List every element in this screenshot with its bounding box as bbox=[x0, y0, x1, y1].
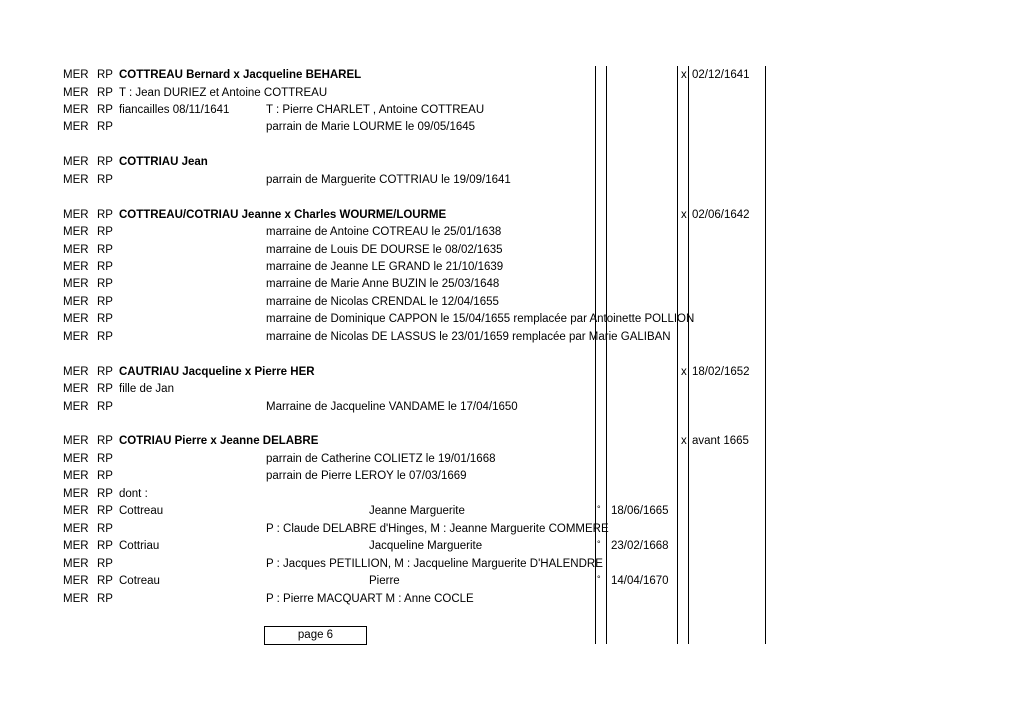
record-prefix-mer: MER bbox=[63, 260, 89, 273]
table-row bbox=[0, 101, 1024, 119]
record-prefix-mer: MER bbox=[63, 156, 89, 169]
table-row bbox=[0, 258, 1024, 276]
marriage-date: 02/06/1642 bbox=[692, 208, 750, 221]
record-detail: marraine de Nicolas CRENDAL le 12/04/1655 bbox=[266, 295, 499, 308]
record-detail: parrain de Pierre LEROY le 07/03/1669 bbox=[266, 470, 467, 483]
record-prefix-mer: MER bbox=[63, 383, 89, 396]
record-prefix-rp: RP bbox=[97, 383, 113, 396]
record-note: Cotreau bbox=[119, 575, 160, 587]
blank-row bbox=[0, 345, 1024, 363]
record-prefix-rp: RP bbox=[97, 505, 113, 518]
record-note: fiancailles 08/11/1641 bbox=[119, 103, 230, 116]
birth-date: 23/02/1668 bbox=[611, 540, 669, 553]
record-prefix-mer: MER bbox=[63, 278, 89, 291]
record-prefix-rp: RP bbox=[97, 452, 113, 465]
table-row bbox=[0, 450, 1024, 468]
birth-mark: ° bbox=[597, 539, 601, 550]
record-detail: marraine de Marie Anne BUZIN le 25/03/1648 bbox=[266, 278, 500, 291]
table-row bbox=[0, 118, 1024, 136]
child-name: Jacqueline Marguerite bbox=[369, 540, 483, 553]
record-prefix-rp: RP bbox=[97, 540, 113, 553]
record-prefix-rp: RP bbox=[97, 103, 113, 116]
person-heading: CAUTRIAU Jacqueline x Pierre HER bbox=[119, 365, 315, 378]
table-row bbox=[0, 310, 1024, 328]
record-prefix-rp: RP bbox=[97, 208, 113, 221]
record-prefix-rp: RP bbox=[97, 121, 113, 134]
record-prefix-rp: RP bbox=[97, 487, 113, 500]
table-row bbox=[0, 398, 1024, 416]
record-note: Cottreau bbox=[119, 505, 164, 518]
record-prefix-mer: MER bbox=[63, 557, 89, 570]
record-prefix-mer: MER bbox=[63, 173, 89, 186]
record-detail: marraine de Louis DE DOURSE le 08/02/1635 bbox=[266, 243, 503, 256]
record-prefix-mer: MER bbox=[63, 400, 89, 413]
table-row bbox=[0, 275, 1024, 293]
record-prefix-rp: RP bbox=[97, 557, 113, 570]
record-prefix-mer: MER bbox=[63, 295, 89, 308]
person-heading: COTTREAU Bernard x Jacqueline BEHAREL bbox=[119, 69, 362, 81]
record-prefix-rp: RP bbox=[97, 278, 113, 291]
table-row bbox=[0, 328, 1024, 346]
record-prefix-mer: MER bbox=[63, 435, 89, 448]
record-prefix-rp: RP bbox=[97, 226, 113, 238]
table-row bbox=[0, 502, 1024, 520]
birth-mark: ° bbox=[597, 574, 601, 584]
record-detail: parrain de Marguerite COTTRIAU le 19/09/1641 bbox=[266, 173, 511, 186]
record-prefix-rp: RP bbox=[97, 156, 113, 169]
record-detail: marraine de Dominique CAPPON le 15/04/1655 remplacée par Antoinette POLLION bbox=[266, 313, 695, 326]
record-prefix-rp: RP bbox=[97, 86, 113, 99]
marriage-date: 18/02/1652 bbox=[692, 365, 750, 378]
record-prefix-rp: RP bbox=[97, 400, 113, 413]
record-prefix-mer: MER bbox=[63, 243, 89, 256]
record-prefix-rp: RP bbox=[97, 470, 113, 483]
table-row bbox=[0, 363, 1024, 381]
record-note: fille de Jan bbox=[119, 383, 174, 396]
record-prefix-mer: MER bbox=[63, 487, 89, 500]
record-prefix-rp: RP bbox=[97, 313, 113, 326]
table-row bbox=[0, 206, 1024, 224]
record-prefix-rp: RP bbox=[97, 295, 113, 308]
record-note: T : Jean DURIEZ et Antoine COTTREAU bbox=[119, 86, 328, 99]
table-row bbox=[0, 171, 1024, 189]
marriage-mark: x bbox=[681, 365, 687, 378]
table-row bbox=[0, 380, 1024, 398]
record-detail: P : Pierre MACQUART M : Anne COCLE bbox=[266, 592, 474, 605]
record-prefix-mer: MER bbox=[63, 313, 89, 326]
person-heading: COTTREAU/COTRIAU Jeanne x Charles WOURME/LOURME bbox=[119, 208, 447, 221]
record-prefix-rp: RP bbox=[97, 522, 113, 535]
record-detail: parrain de Marie LOURME le 09/05/1645 bbox=[266, 121, 476, 134]
record-prefix-rp: RP bbox=[97, 173, 113, 186]
record-prefix-rp: RP bbox=[97, 575, 113, 587]
record-prefix-rp: RP bbox=[97, 435, 113, 448]
table-row bbox=[0, 84, 1024, 102]
record-prefix-mer: MER bbox=[63, 103, 89, 116]
record-detail: marraine de Antoine COTREAU le 25/01/1638 bbox=[266, 226, 502, 238]
blank-row bbox=[0, 188, 1024, 206]
record-note: Cottriau bbox=[119, 540, 160, 553]
page-number-box: page 6 bbox=[264, 626, 367, 645]
marriage-mark: x bbox=[681, 208, 687, 221]
record-prefix-mer: MER bbox=[63, 452, 89, 465]
record-detail: marraine de Nicolas DE LASSUS le 23/01/1659 remplacée par Marie GALIBAN bbox=[266, 330, 671, 343]
record-prefix-mer: MER bbox=[63, 69, 89, 81]
record-prefix-mer: MER bbox=[63, 208, 89, 221]
record-prefix-mer: MER bbox=[63, 522, 89, 535]
blank-row bbox=[0, 136, 1024, 154]
table-row bbox=[0, 572, 1024, 590]
record-prefix-mer: MER bbox=[63, 226, 89, 238]
table-row bbox=[0, 153, 1024, 171]
record-prefix-mer: MER bbox=[63, 121, 89, 134]
record-detail: marraine de Jeanne LE GRAND le 21/10/1639 bbox=[266, 260, 504, 273]
record-prefix-rp: RP bbox=[97, 260, 113, 273]
child-name: Jeanne Marguerite bbox=[369, 505, 465, 518]
record-prefix-rp: RP bbox=[97, 592, 113, 605]
record-prefix-mer: MER bbox=[63, 470, 89, 483]
table-row bbox=[0, 537, 1024, 555]
table-row bbox=[0, 555, 1024, 573]
table-row bbox=[0, 223, 1024, 241]
record-prefix-mer: MER bbox=[63, 592, 89, 605]
record-prefix-mer: MER bbox=[63, 575, 89, 587]
birth-date: 14/04/1670 bbox=[611, 575, 669, 587]
record-prefix-rp: RP bbox=[97, 330, 113, 343]
record-detail: parrain de Catherine COLIETZ le 19/01/1668 bbox=[266, 452, 496, 465]
table-row bbox=[0, 66, 1024, 84]
table-row bbox=[0, 590, 1024, 608]
record-prefix-rp: RP bbox=[97, 365, 113, 378]
table-row bbox=[0, 241, 1024, 259]
record-prefix-mer: MER bbox=[63, 365, 89, 378]
person-heading: COTTRIAU Jean bbox=[119, 156, 208, 169]
marriage-date: avant 1665 bbox=[692, 435, 749, 448]
record-detail: T : Pierre CHARLET , Antoine COTTREAU bbox=[266, 103, 485, 116]
marriage-mark: x bbox=[681, 435, 687, 448]
table-row bbox=[0, 485, 1024, 503]
table-row bbox=[0, 467, 1024, 485]
blank-row bbox=[0, 415, 1024, 433]
birth-mark: ° bbox=[597, 504, 601, 515]
record-prefix-mer: MER bbox=[63, 540, 89, 553]
child-name: Pierre bbox=[369, 575, 400, 587]
table-row bbox=[0, 293, 1024, 311]
table-row bbox=[0, 432, 1024, 450]
record-prefix-rp: RP bbox=[97, 243, 113, 256]
record-prefix-mer: MER bbox=[63, 505, 89, 518]
record-prefix-rp: RP bbox=[97, 69, 113, 81]
marriage-date: 02/12/1641 bbox=[692, 69, 750, 81]
record-prefix-mer: MER bbox=[63, 86, 89, 99]
record-prefix-mer: MER bbox=[63, 330, 89, 343]
record-detail: P : Claude DELABRE d'Hinges, M : Jeanne Marguerite COMMERE bbox=[266, 522, 609, 535]
birth-date: 18/06/1665 bbox=[611, 505, 669, 518]
table-row bbox=[0, 520, 1024, 538]
record-detail: Marraine de Jacqueline VANDAME le 17/04/1650 bbox=[266, 400, 518, 413]
person-heading: COTRIAU Pierre x Jeanne DELABRE bbox=[119, 435, 319, 448]
record-detail: P : Jacques PETILLION, M : Jacqueline Marguerite D'HALENDRE bbox=[266, 557, 603, 570]
record-note: dont : bbox=[119, 487, 148, 500]
marriage-mark: x bbox=[681, 69, 687, 81]
